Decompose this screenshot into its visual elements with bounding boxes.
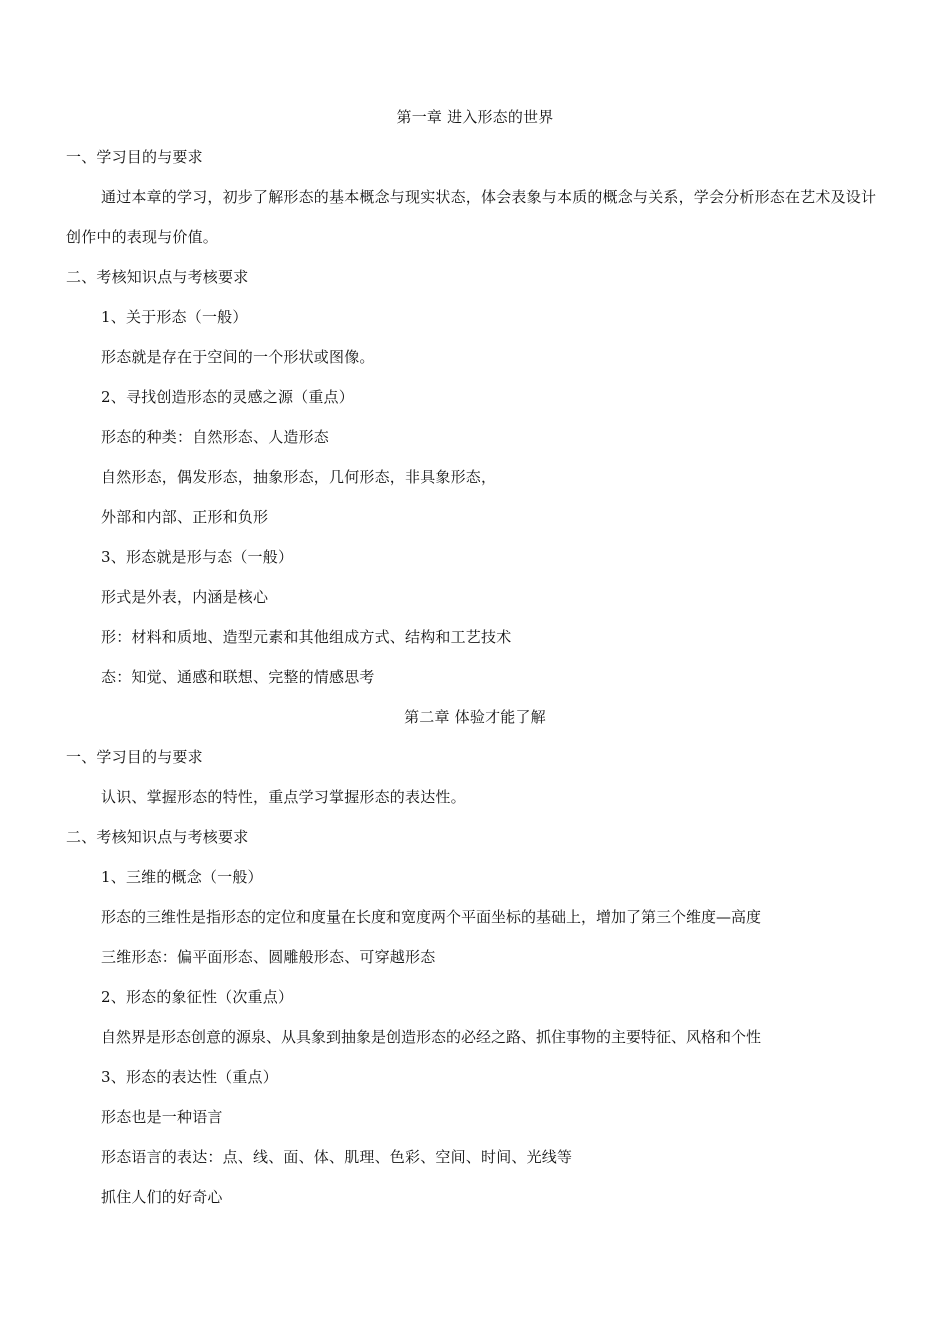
chapter2-item: 2、形态的象征性（次重点） (101, 988, 294, 1006)
chapter1-item: 1、关于形态（一般） (101, 308, 248, 326)
chapter1-item: 形：材料和质地、造型元素和其他组成方式、结构和工艺技术 (101, 628, 512, 646)
chapter2-section1-text: 认识、掌握形态的特性，重点学习掌握形态的表达性。 (101, 788, 466, 806)
chapter1-item: 形式是外表，内涵是核心 (101, 588, 269, 606)
chapter1-section1-heading: 一、学习目的与要求 (66, 148, 203, 166)
chapter2-item: 形态也是一种语言 (101, 1108, 223, 1126)
chapter2-item: 自然界是形态创意的源泉、从具象到抽象是创造形态的必经之路、抓住事物的主要特征、风格和个性 (101, 1028, 762, 1046)
chapter2-title: 第二章 体验才能了解 (404, 708, 546, 726)
chapter2-item: 形态语言的表达：点、线、面、体、肌理、色彩、空间、时间、光线等 (101, 1148, 573, 1166)
chapter2-item: 3、形态的表达性（重点） (101, 1068, 278, 1086)
chapter2-item: 形态的三维性是指形态的定位和度量在长度和宽度两个平面坐标的基础上，增加了第三个维度—高度 (101, 908, 762, 926)
chapter1-item: 自然形态，偶发形态，抽象形态，几何形态，非具象形态， (101, 468, 497, 486)
chapter2-section2-heading: 二、考核知识点与考核要求 (66, 828, 249, 846)
chapter1-item: 态：知觉、通感和联想、完整的情感思考 (101, 668, 375, 686)
chapter1-section2-heading: 二、考核知识点与考核要求 (66, 268, 249, 286)
chapter1-item: 2、寻找创造形态的灵感之源（重点） (101, 388, 354, 406)
chapter2-section1-heading: 一、学习目的与要求 (66, 748, 203, 766)
chapter1-title: 第一章 进入形态的世界 (396, 108, 554, 126)
chapter1-item: 外部和内部、正形和负形 (101, 508, 269, 526)
chapter2-item: 1、三维的概念（一般） (101, 868, 263, 886)
chapter2-item: 抓住人们的好奇心 (101, 1188, 223, 1206)
chapter1-item: 形态就是存在于空间的一个形状或图像。 (101, 348, 375, 366)
chapter1-item: 3、形态就是形与态（一般） (101, 548, 294, 566)
chapter1-section1-text: 通过本章的学习，初步了解形态的基本概念与现实状态，体会表象与本质的概念与关系，学会分析形态在艺术及设计创作中的表现与价值。 (66, 188, 877, 246)
chapter2-item: 三维形态：偏平面形态、圆雕般形态、可穿越形态 (101, 948, 436, 966)
chapter1-item: 形态的种类：自然形态、人造形态 (101, 428, 330, 446)
